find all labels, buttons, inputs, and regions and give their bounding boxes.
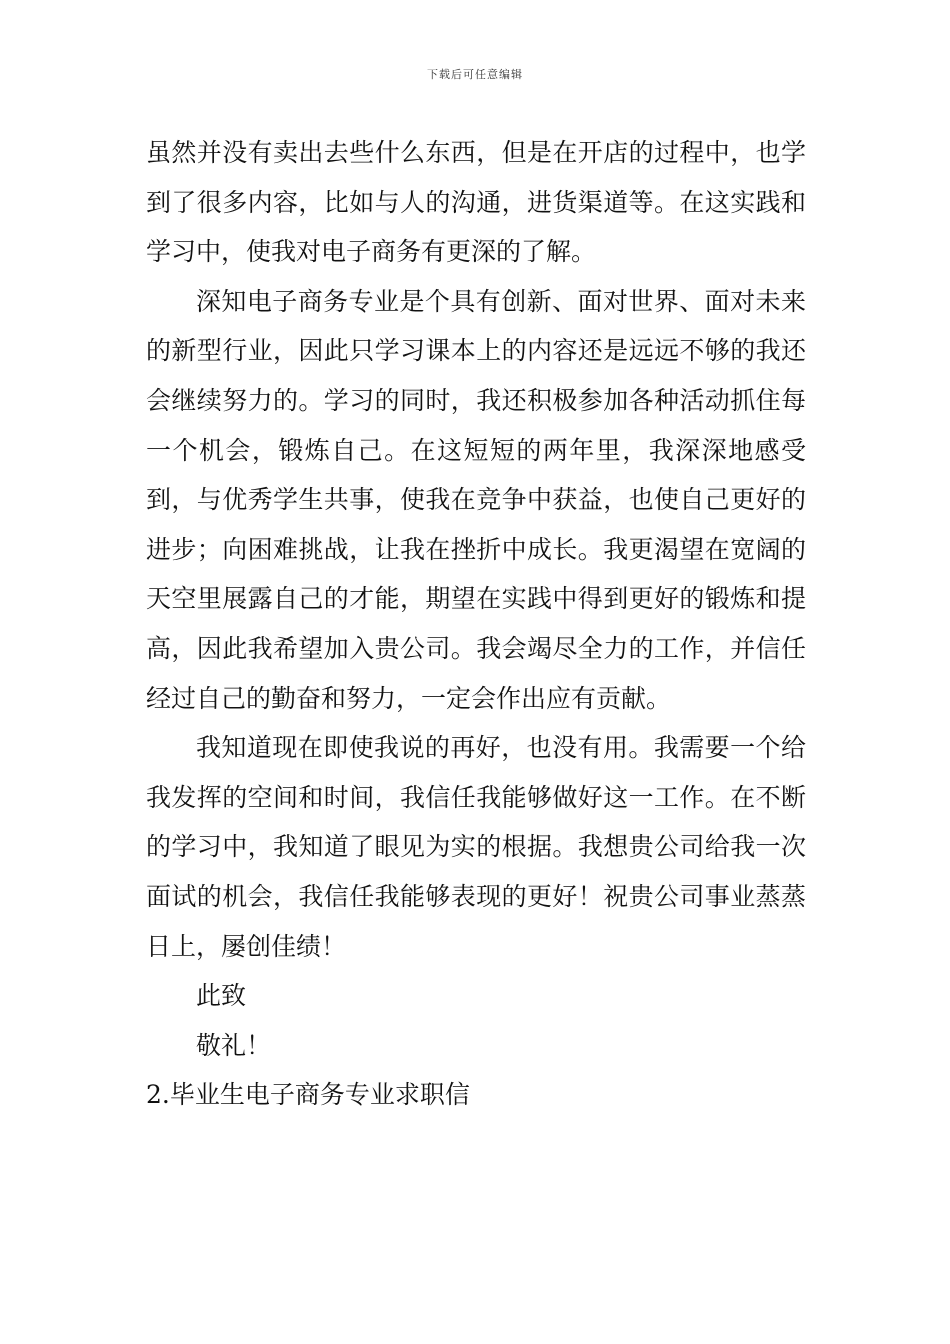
closing-regards: 敬礼！ [196,1030,272,1060]
section-heading: 2.毕业生电子商务专业求职信 [146,1080,470,1110]
paragraph-3: 我知道现在即使我说的再好，也没有用。我需要一个给我发挥的空间和时间，我信任我能够做好这一工作。在不断的学习中，我知道了眼见为实的根据。我想贵公司给我一次面试的机会，我信任我能够表现的更好！祝贵公司事业蒸蒸日上，屡创佳绩！ [146,733,806,961]
paragraph-2: 深知电子商务专业是个具有创新、面对世界、面对未来的新型行业，因此只学习课本上的内容还是远远不够的我还会继续努力的。学习的同时，我还积极参加各种活动抓住每一个机会，锻炼自己。在这短短的两年里，我深深地感受到，与优秀学生共事，使我在竞争中获益，也使自己更好的进步；向困难挑战，让我在挫折中成长。我更渴望在宽阔的天空里展露自己的才能，期望在实践中得到更好的锻炼和提高，因此我希望加入贵公司。我会竭尽全力的工作，并信任经过自己的勤奋和努力，一定会作出应有贡献。 [146,286,806,713]
paragraph-1: 虽然并没有卖出去些什么东西，但是在开店的过程中，也学到了很多内容，比如与人的沟通，进货渠道等。在这实践和学习中，使我对电子商务有更深的了解。 [146,138,806,267]
page-header-note: 下载后可任意编辑 [427,68,523,81]
letter-body [146,128,806,1120]
closing-salutation: 此致 [196,981,247,1011]
